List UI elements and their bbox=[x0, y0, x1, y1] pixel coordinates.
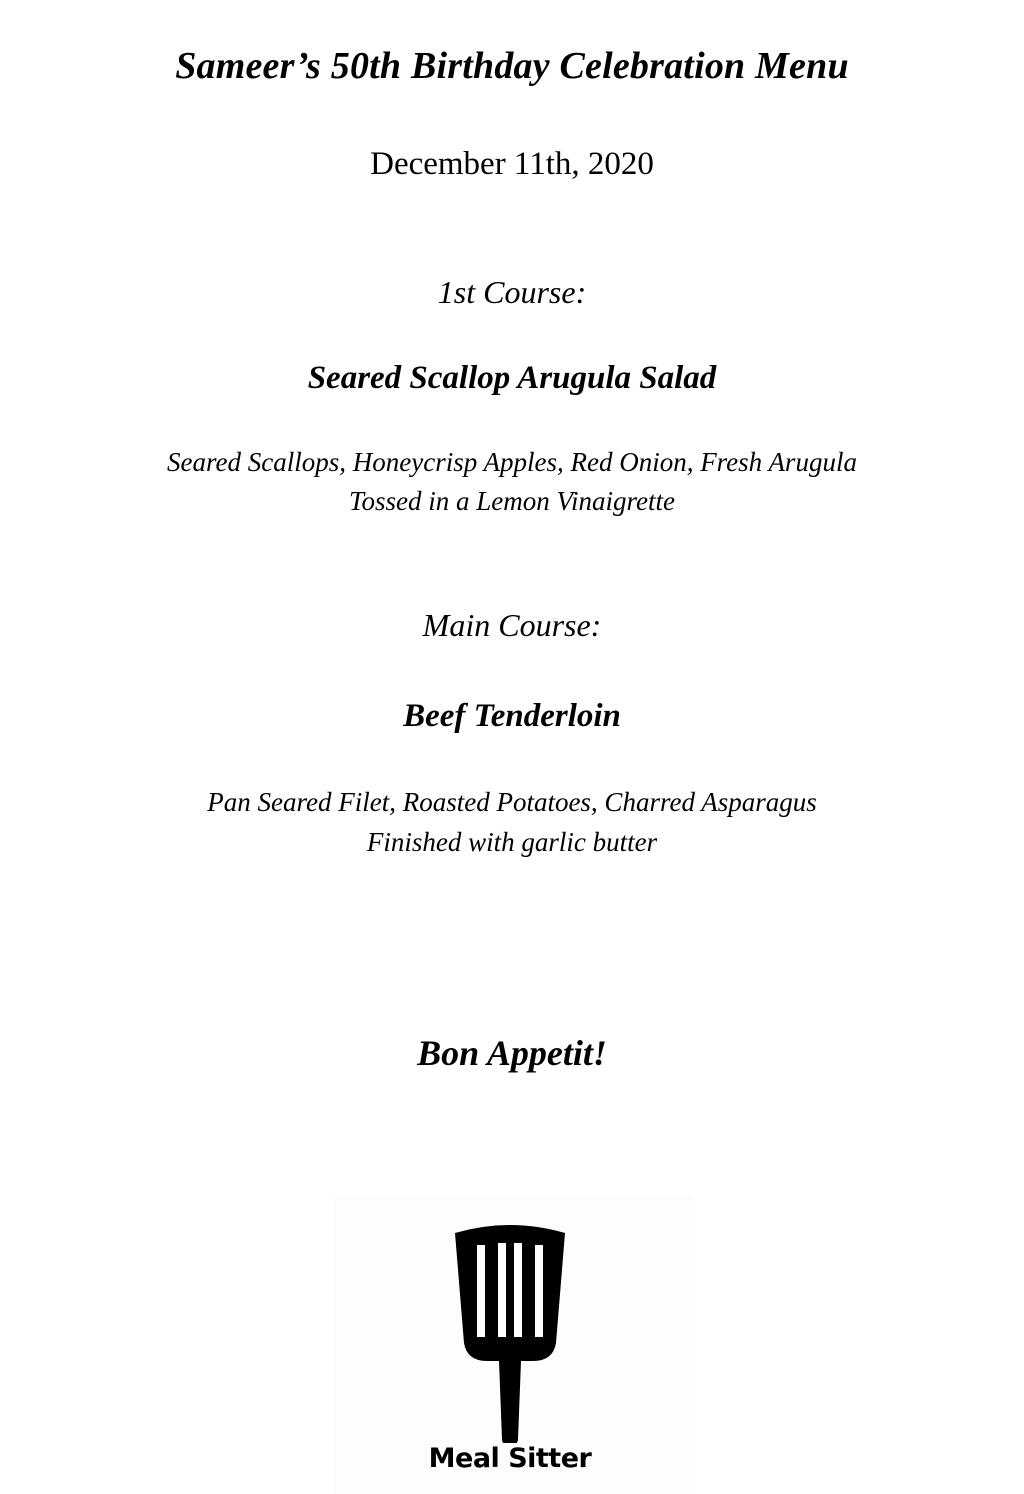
dish-name-main: Beef Tenderloin bbox=[403, 698, 621, 734]
closing-message: Bon Appetit! bbox=[417, 1033, 607, 1073]
dish-description-line: Tossed in a Lemon Vinaigrette bbox=[348, 486, 675, 516]
brand-name: Meal Sitter bbox=[428, 1443, 592, 1474]
meal-sitter-logo bbox=[333, 1196, 693, 1494]
dish-description-line: Pan Seared Filet, Roasted Potatoes, Charred Asparagus bbox=[207, 787, 817, 817]
course-label-first: 1st Course: bbox=[437, 274, 587, 310]
event-date: December 11th, 2020 bbox=[370, 146, 654, 182]
spatula-icon bbox=[445, 1223, 575, 1443]
dish-description-line: Finished with garlic butter bbox=[366, 827, 658, 857]
dish-name-first: Seared Scallop Arugula Salad bbox=[307, 360, 717, 396]
dish-description-line: Seared Scallops, Honeycrisp Apples, Red Onion, Fresh Arugula bbox=[167, 447, 857, 477]
course-label-main: Main Course: bbox=[422, 607, 602, 643]
menu-title: Sameer’s 50th Birthday Celebration Menu bbox=[175, 45, 849, 87]
